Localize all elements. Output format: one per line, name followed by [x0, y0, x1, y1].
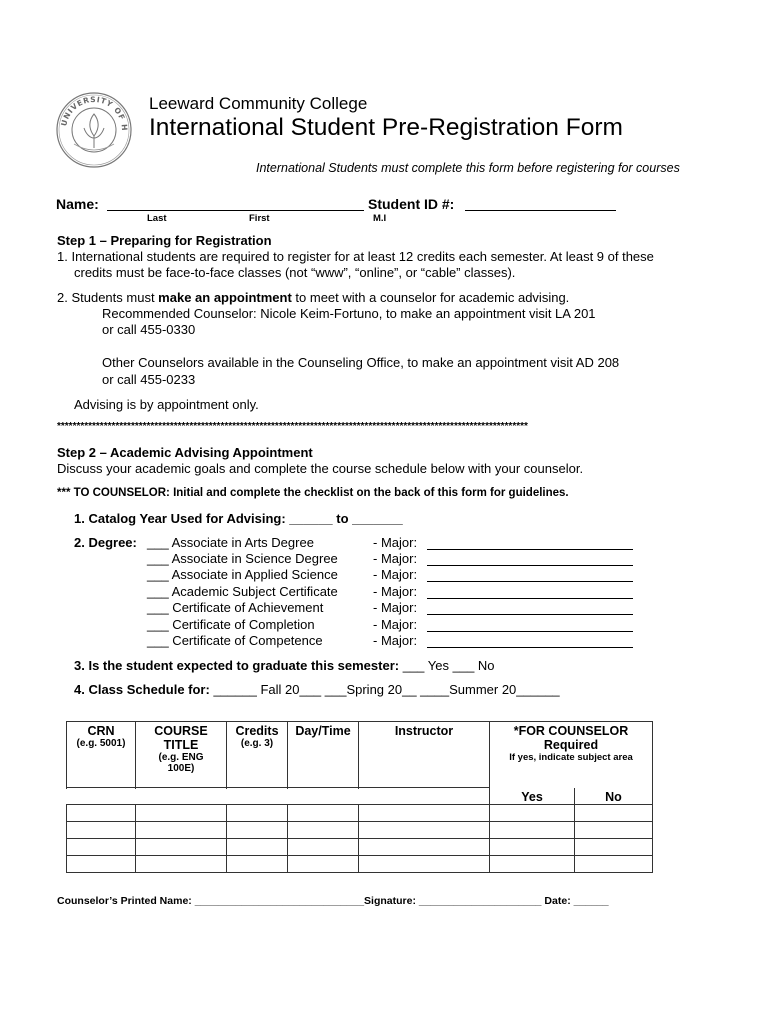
course-header: COURSE: [154, 724, 208, 738]
mi-label: M.I: [373, 213, 387, 224]
section-divider: *************************************************************************************************************************: [57, 421, 528, 432]
degree-option[interactable]: ___ Associate in Science Degree: [147, 551, 338, 566]
step1-item2: [57, 290, 569, 305]
credits-header: Credits: [235, 724, 279, 738]
required-header: Required: [543, 738, 599, 752]
major-label: - Major:: [373, 633, 418, 648]
table-row[interactable]: [67, 838, 653, 855]
step1-item2-pre: 2. Students must: [57, 290, 159, 305]
name-field[interactable]: [107, 210, 364, 211]
step2-heading: Step 2 – Academic Advising Appointment: [57, 445, 313, 460]
graduate-label: 3. Is the student expected to graduate this semester:: [74, 658, 400, 673]
class-schedule-question: [74, 682, 560, 697]
degree-option[interactable]: ___ Associate in Applied Science: [147, 567, 338, 582]
catalog-year: 1. Catalog Year Used for Advising: ______ to _______: [74, 511, 403, 526]
degree-option[interactable]: ___ Certificate of Achievement: [147, 600, 324, 615]
university-seal-logo: [56, 92, 132, 168]
title-header: TITLE: [163, 738, 199, 752]
daytime-header: Day/Time: [295, 724, 351, 738]
counselor-signature-line[interactable]: Counselor’s Printed Name: _____________________________Signature: _____________________ Date: ______: [57, 895, 609, 907]
form-subtitle: International Students must complete this form before registering for courses: [256, 161, 680, 175]
if-yes-note: If yes, indicate subject area: [509, 752, 633, 763]
other-call: or call 455-0233: [102, 372, 196, 387]
instructor-header: Instructor: [394, 724, 454, 738]
major-field[interactable]: [427, 647, 633, 648]
col-credits: [227, 722, 288, 788]
class-schedule-label: 4. Class Schedule for:: [74, 682, 210, 697]
major-label: - Major:: [373, 535, 418, 550]
col-daytime: [288, 722, 359, 788]
crn-header: CRN: [87, 724, 115, 738]
major-label: - Major:: [373, 551, 418, 566]
step1-item1-line2: credits must be face-to-face classes (not “www”, “online”, or “cable” classes).: [74, 265, 516, 280]
table-row[interactable]: [67, 804, 653, 821]
major-field[interactable]: [427, 565, 633, 566]
graduate-question: [74, 658, 495, 673]
other-counselors: Other Counselors available in the Counseling Office, to make an appointment visit AD 208: [102, 355, 620, 370]
degree-option[interactable]: ___ Academic Subject Certificate: [147, 584, 338, 599]
table-row[interactable]: [67, 855, 653, 872]
credits-example: (e.g. 3): [240, 738, 274, 749]
col-crn: [67, 722, 136, 788]
graduate-options[interactable]: ___ Yes ___ No: [402, 658, 495, 673]
counselor-note: *** TO COUNSELOR: Initial and complete the checklist on the back of this form for guidelines.: [57, 487, 569, 499]
major-label: - Major:: [373, 584, 418, 599]
counselor-header: *FOR COUNSELOR: [513, 724, 629, 738]
degree-option[interactable]: ___ Certificate of Completion: [147, 617, 315, 632]
last-label: Last: [147, 213, 167, 224]
seal-text: UNIVERSITY OF H: [59, 94, 130, 132]
major-field[interactable]: [427, 581, 633, 582]
recommended-counselor: Recommended Counselor: Nicole Keim-Fortuno, to make an appointment visit LA 201: [102, 306, 596, 321]
no-header: No: [575, 788, 653, 805]
yes-header: Yes: [490, 788, 575, 805]
step1-item2-bold: make an appointment: [158, 290, 292, 305]
svg-text:UNIVERSITY OF HAWAII: [56, 92, 129, 132]
major-field[interactable]: [427, 598, 633, 599]
course-schedule-table: [66, 721, 653, 873]
col-course: [136, 722, 227, 788]
step1-heading: Step 1 – Preparing for Registration: [57, 233, 272, 248]
major-field[interactable]: [427, 549, 633, 550]
student-id-field[interactable]: [465, 210, 616, 211]
class-schedule-options[interactable]: ______ Fall 20___ ___Spring 20__ ____Summer 20______: [213, 682, 560, 697]
step1-item2-post: to meet with a counselor for academic advising.: [291, 290, 570, 305]
col-instructor: [359, 722, 490, 788]
college-name: Leeward Community College: [149, 94, 368, 113]
major-label: - Major:: [373, 600, 418, 615]
form-title: International Student Pre-Registration Form: [149, 114, 623, 141]
course-example: (e.g. ENG 100E): [158, 752, 204, 774]
degree-label: 2. Degree:: [74, 535, 137, 550]
crn-example: (e.g. 5001): [76, 738, 126, 749]
table-row[interactable]: [67, 821, 653, 838]
advising-note: Advising is by appointment only.: [74, 397, 259, 412]
major-field[interactable]: [427, 614, 633, 615]
major-field[interactable]: [427, 631, 633, 632]
degree-option[interactable]: ___ Certificate of Competence: [147, 633, 323, 648]
step2-intro: Discuss your academic goals and complete the course schedule below with your counselor.: [57, 461, 584, 476]
step1-item1-line1: 1. International students are required to register for at least 12 credits each semester. At least 9 of these: [57, 249, 654, 264]
major-label: - Major:: [373, 567, 418, 582]
major-label: - Major:: [373, 617, 418, 632]
first-label: First: [249, 213, 270, 224]
degree-option[interactable]: ___ Associate in Arts Degree: [147, 535, 314, 550]
recommended-call: or call 455-0330: [102, 322, 196, 337]
name-label: Name:: [56, 196, 99, 212]
student-id-label: Student ID #:: [368, 196, 455, 212]
col-counselor: [490, 722, 653, 788]
